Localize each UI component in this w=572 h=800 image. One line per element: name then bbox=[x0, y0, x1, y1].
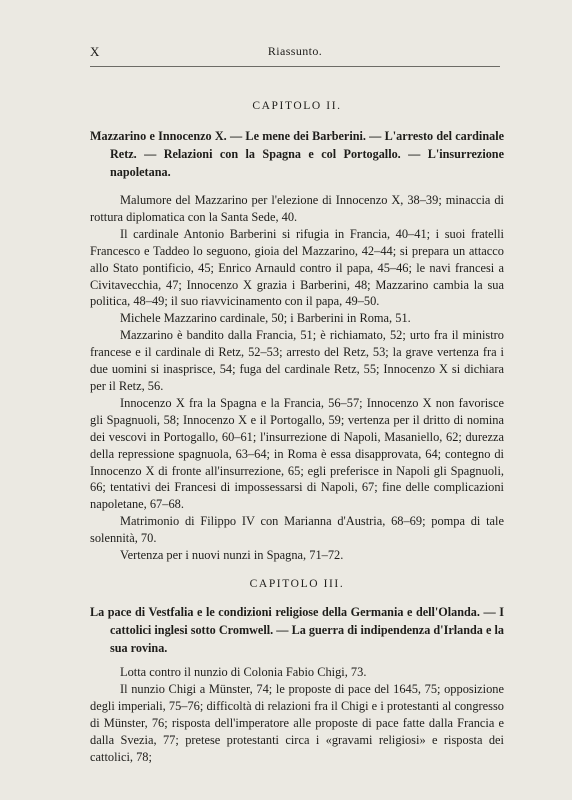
chapter-heading: CAPITOLO III. bbox=[249, 578, 345, 590]
chapter-2-heading-block bbox=[90, 100, 504, 112]
chapter-heading: CAPITOLO II. bbox=[252, 100, 342, 112]
header-rule bbox=[90, 66, 500, 67]
chapter-2-body bbox=[90, 192, 504, 564]
paragraph: Malumore del Mazzarino per l'elezione di Innocenzo X, 38–39; minaccia di rottura diplomatica con la Santa Sede, 40. bbox=[90, 193, 504, 224]
paragraph: Vertenza per i nuovi nunzi in Spagna, 71–72. bbox=[120, 548, 344, 563]
paragraph: Lotta contro il nunzio di Colonia Fabio Chigi, 73. bbox=[120, 665, 367, 679]
chapter-3-body bbox=[90, 664, 504, 765]
running-header bbox=[90, 44, 500, 62]
paragraph: Innocenzo X fra la Spagna e la Francia, 56–57; Innocenzo X non favorisce gli Spagnuoli, 58; Innocenzo X e il Portogallo, 59; vertenza per il dritto di nomina dei vescovi in Portogallo, 60–61; l'insurrezione di Napoli, Masaniello, 62; durezza della repressione spagnuola, 63–64; in Roma è essa disapprovata, 64; contegno di Innocenzo X di fronte all'insurrezione, 65; egli preferisce in Napoli gli Spagnuoli, 66; tentativi dei Francesi di impossessarsi di Napoli, 67; fine delle complicazioni napoletane, 67–68. bbox=[90, 395, 504, 512]
chapter-3-summary-block bbox=[90, 604, 504, 657]
paragraph: Matrimonio di Filippo IV con Marianna d'Austria, 68–69; pompa di tale solennità, 70. bbox=[90, 514, 504, 546]
page-number: X bbox=[90, 44, 100, 59]
paragraph: Il nunzio Chigi a Münster, 74; le proposte di pace del 1645, 75; opposizione degli imperiali, 75–76; difficoltà di relazioni fra il Chigi e i protestanti al congresso di Münster, 76; risposta dell'imperatore alle proposte di pace fatte dalla Francia e dalla Svezia, 77; pretese protestanti circa i «gravami religiosi» e risposta dei cattolici, 78; bbox=[90, 681, 504, 764]
chapter-3-heading-block bbox=[90, 578, 504, 590]
paragraph: Michele Mazzarino cardinale, 50; i Barberini in Roma, 51. bbox=[120, 311, 411, 326]
paragraph: Il cardinale Antonio Barberini si rifugia in Francia, 40–41; i suoi fratelli Francesco e Taddeo lo seguono, gioia del Mazzarino, 42–44; si prepara un attacco allo Stato pontificio, 45; Enrico Arnauld contro il papa, 45–46; le navi francesi a Civitavecchia, 47; Innocenzo X grazia i Barberini, 48; Mazzarino cambia la sua politica, 48–49; il suo riavvicinamento con il papa, 49–50. bbox=[90, 226, 504, 309]
chapter-2-summary-block bbox=[90, 128, 504, 181]
chapter-summary: La pace di Vestfalia e le condizioni religiose della Germania e dell'Olanda. — I cattolici inglesi sotto Cromwell. — La guerra di indipendenza d'Irlanda e la sua rovina. bbox=[90, 605, 504, 655]
running-title: Riassunto. bbox=[267, 44, 323, 58]
chapter-summary: Mazzarino e Innocenzo X. — Le mene dei Barberini. — L'arresto del cardinale Retz. — Relazioni con la Spagna e col Portogallo. — L'insurrezione napoletana. bbox=[90, 129, 504, 179]
paragraph: Mazzarino è bandito dalla Francia, 51; è richiamato, 52; urto fra il ministro francese e il cardinale di Retz, 52–53; arresto del Retz, 53; la grave vertenza fra i due uomini si inasprisce, 54; fuga del cardinale Retz, 55; Innocenzo X si dichiara per il Retz, 56. bbox=[90, 328, 504, 393]
